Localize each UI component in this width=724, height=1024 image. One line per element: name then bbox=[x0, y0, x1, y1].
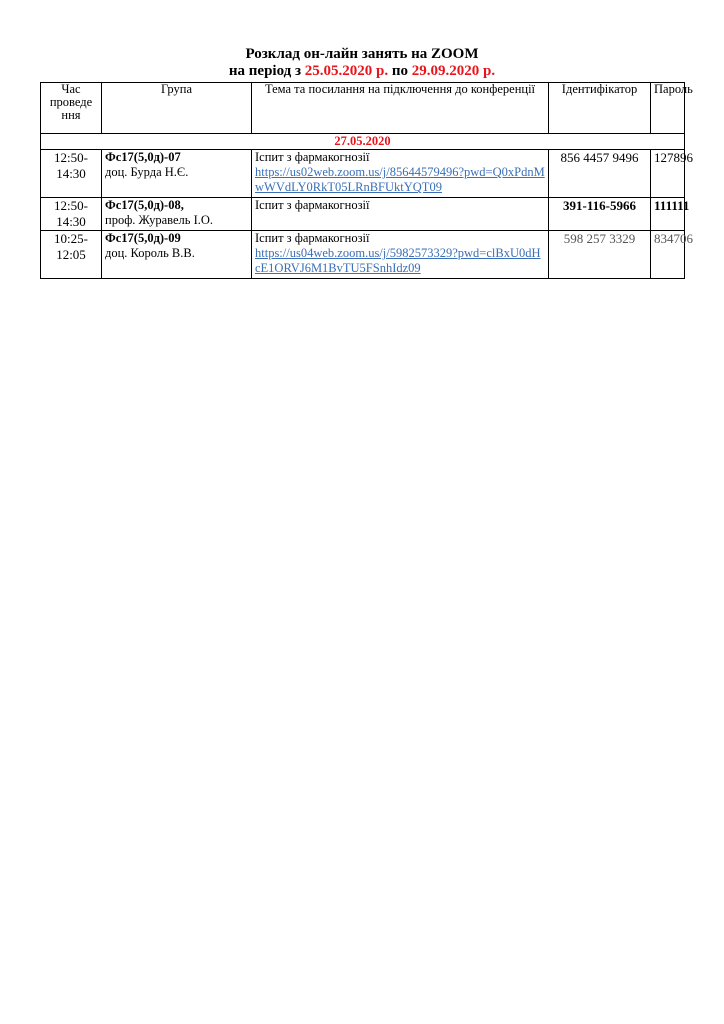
table-row bbox=[41, 231, 685, 279]
header-identifier: Ідентифікатор bbox=[549, 83, 651, 134]
time-start: 12:50- bbox=[54, 150, 88, 165]
table-row bbox=[41, 198, 685, 231]
identifier-cell: 856 4457 9496 bbox=[549, 150, 651, 198]
group-name: Фс17(5,0д)-08, bbox=[105, 198, 184, 212]
document-period bbox=[0, 63, 724, 80]
password-cell: 127896 bbox=[651, 150, 685, 198]
document-title: Розклад он-лайн занять на ZOOM bbox=[245, 46, 479, 62]
header-group: Група bbox=[102, 83, 252, 134]
group-cell bbox=[102, 231, 252, 279]
date-label: 27.05.2020 bbox=[41, 134, 685, 150]
time-cell bbox=[41, 231, 102, 279]
time-start: 10:25- bbox=[54, 231, 88, 246]
period-middle: по bbox=[391, 63, 409, 79]
topic-text: Іспит з фармакогнозії bbox=[255, 198, 370, 212]
schedule-table bbox=[40, 82, 693, 279]
time-cell bbox=[41, 198, 102, 231]
password-cell: 111111 bbox=[651, 198, 685, 231]
time-start: 12:50- bbox=[54, 198, 88, 213]
period-end-date: 29.09.2020 р. bbox=[411, 63, 496, 79]
table-row bbox=[41, 150, 685, 198]
group-name: Фс17(5,0д)-09 bbox=[105, 231, 181, 245]
zoom-link[interactable]: https://us02web.zoom.us/j/85644579496?pwd=Q0xPdnMwWVdLY0RkT05LRnBFUktYQT09 bbox=[255, 165, 545, 194]
group-cell bbox=[102, 150, 252, 198]
topic-cell bbox=[252, 150, 549, 198]
teacher-name: проф. Журавель І.О. bbox=[105, 213, 214, 227]
group-name: Фс17(5,0д)-07 bbox=[105, 150, 181, 164]
period-prefix: на період з bbox=[228, 63, 302, 79]
group-cell bbox=[102, 198, 252, 231]
identifier-cell: 598 257 3329 bbox=[549, 231, 651, 279]
password-cell: 834706 bbox=[651, 231, 685, 279]
identifier-cell: 391-116-5966 bbox=[549, 198, 651, 231]
table-header-row bbox=[41, 83, 685, 134]
header-time: Час проведе ння bbox=[41, 83, 102, 134]
time-end: 12:05 bbox=[56, 247, 86, 262]
topic-cell bbox=[252, 198, 549, 231]
zoom-link[interactable]: https://us04web.zoom.us/j/5982573329?pwd=clBxU0dHcE1ORVJ6M1BvTU5FSnhIdz09 bbox=[255, 246, 541, 275]
time-cell bbox=[41, 150, 102, 198]
time-end: 14:30 bbox=[56, 166, 86, 181]
period-start-date: 25.05.2020 р. bbox=[304, 63, 389, 79]
header-topic: Тема та посилання на підключення до конференції bbox=[252, 83, 549, 134]
time-end: 14:30 bbox=[56, 214, 86, 229]
teacher-name: доц. Король В.В. bbox=[105, 246, 195, 260]
topic-cell bbox=[252, 231, 549, 279]
date-row bbox=[41, 134, 685, 150]
topic-text: Іспит з фармакогнозії bbox=[255, 231, 370, 245]
topic-text: Іспит з фармакогнозії bbox=[255, 150, 370, 164]
header-password: Пароль bbox=[651, 83, 685, 134]
teacher-name: доц. Бурда Н.Є. bbox=[105, 165, 189, 179]
